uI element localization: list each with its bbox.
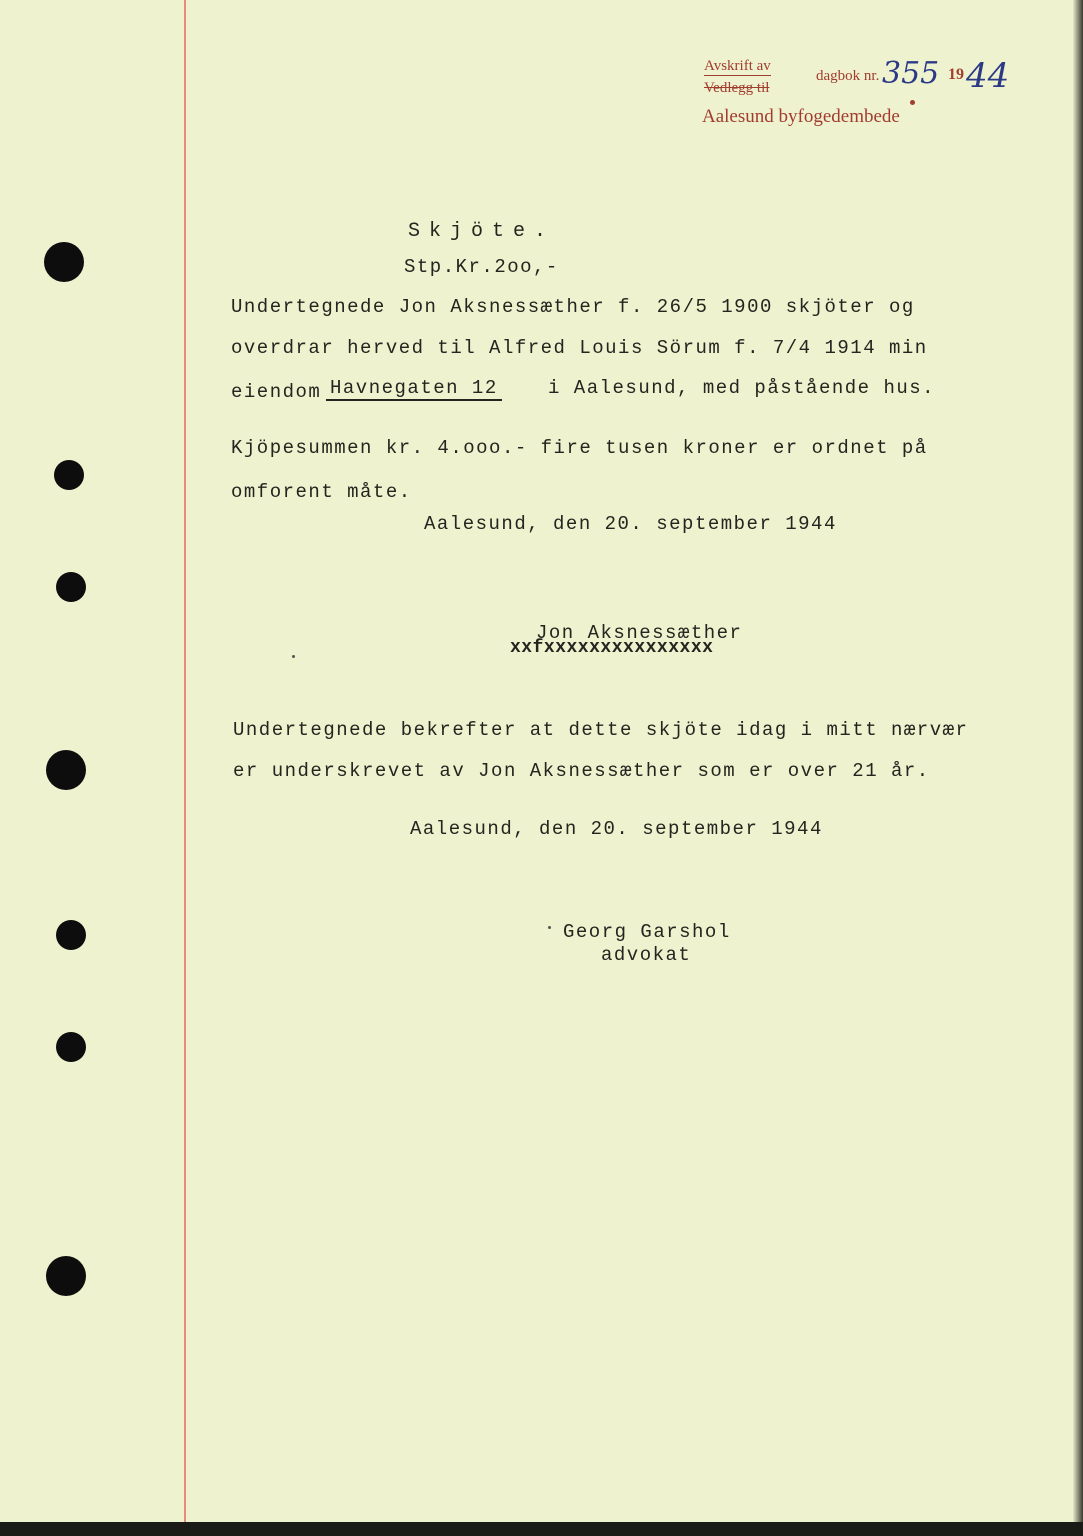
punch-hole (44, 242, 84, 282)
signer-struck-typing: xxfxxxxxxxxxxxxxxx (510, 638, 714, 658)
margin-rule (184, 0, 186, 1522)
punch-hole (46, 750, 86, 790)
punch-hole (56, 1032, 86, 1062)
scan-edge-right (1073, 0, 1083, 1536)
ink-dot (910, 100, 915, 105)
paragraph2-line1: Kjöpesummen kr. 4.ooo.- fire tusen kroner er ordnet på (231, 437, 928, 459)
paragraph1-line1: Undertegnede Jon Aksnessæther f. 26/5 1900 skjöter og (231, 296, 915, 318)
punch-hole (54, 460, 84, 490)
paragraph2-line2: omforent måte. (231, 481, 412, 503)
paragraph1-line2: overdrar herved til Alfred Louis Sörum f. 7/4 1914 min (231, 337, 928, 359)
paragraph1-line3-start: eiendom (231, 381, 322, 403)
place-date-1: Aalesund, den 20. september 1944 (424, 513, 837, 535)
attest-line2: er underskrevet av Jon Aksnessæther som er over 21 år. (233, 760, 930, 782)
dagbok-number-handwritten: 355 (882, 56, 940, 91)
property-address: Havnegaten 12 (326, 377, 502, 401)
signer-name: Jon Aksnessæther (536, 622, 743, 644)
stamp-office: Aalesund byfogedembede (702, 106, 900, 127)
stamp-fee: Stp.Kr.2oo,- (404, 256, 559, 278)
stamp-avskrift: Avskrift av (704, 58, 771, 74)
punch-hole (56, 920, 86, 950)
attest-line1: Undertegnede bekrefter at dette skjöte idag i mitt nærvær (233, 719, 969, 741)
ink-dot (292, 655, 295, 658)
scan-edge-bottom (0, 1522, 1083, 1536)
witness-title: advokat (601, 944, 692, 966)
punch-hole (46, 1256, 86, 1296)
ink-dot (548, 926, 551, 929)
deed-title: Skjöte. (408, 220, 556, 243)
paragraph1-line3-end: i Aalesund, med påstående hus. (548, 377, 936, 399)
witness-name: Georg Garshol (563, 921, 731, 943)
place-date-2: Aalesund, den 20. september 1944 (410, 818, 823, 840)
year-handwritten: 44 (966, 56, 1010, 96)
stamp-dagbok-label: dagbok nr. (816, 68, 880, 84)
punch-hole (56, 572, 86, 602)
stamp-year-printed: 19 (948, 66, 964, 83)
stamp-vedlegg-struck: Vedlegg til (704, 80, 770, 96)
